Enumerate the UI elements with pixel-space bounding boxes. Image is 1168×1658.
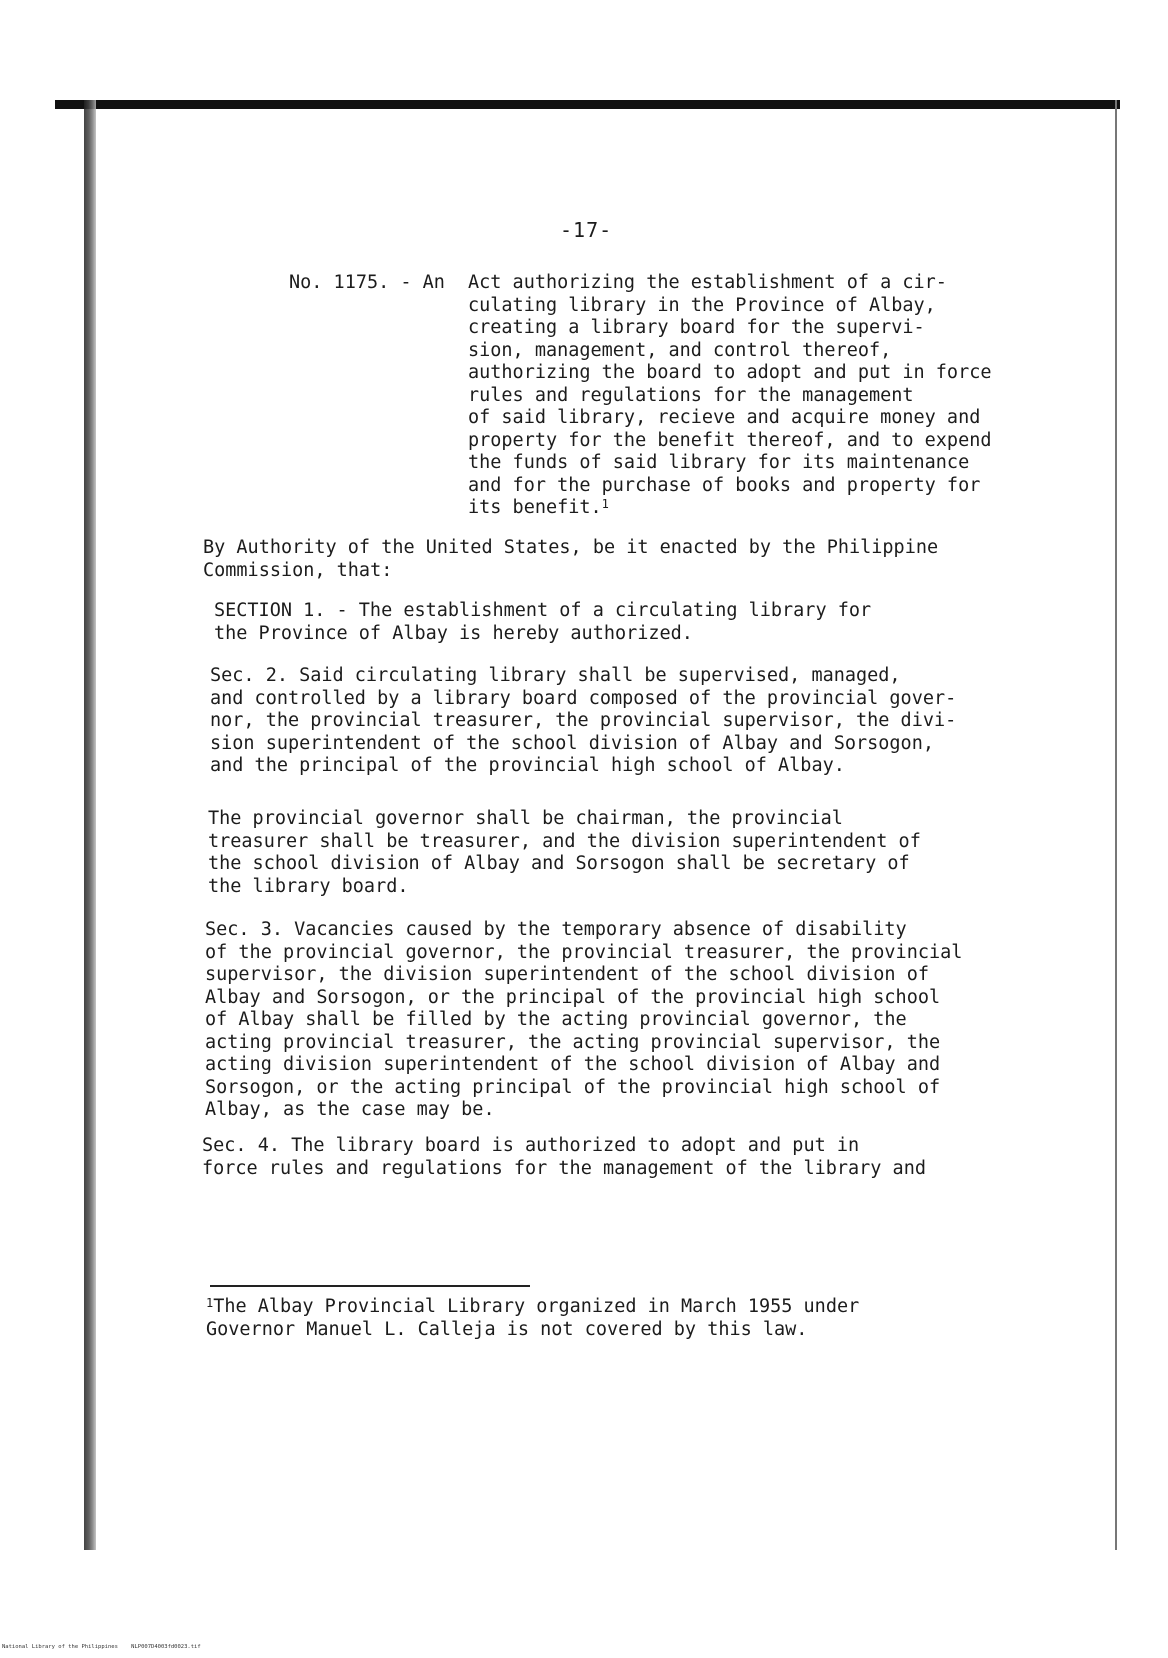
- act-footnote-marker: 1: [601, 497, 609, 511]
- scan-caption: National Library of the Philippines NLP007D4003fd0023.tif: [2, 1644, 201, 1650]
- act-number: No. 1175. - An: [289, 272, 445, 293]
- section-1: SECTION 1. - The establishment of a circulating library for the Province of Albay is hereby authorized.: [214, 600, 872, 644]
- section-3: Sec. 3. Vacancies caused by the temporary absence of disability of the provincial governor, the provincial treasurer, the provincial supervisor, the division superintendent of the school division of Albay and Sorsogon, or the principal of the provincial high school of Albay shall be filled by the acting provincial governor, the acting provincial treasurer, the acting provincial supervisor, the acting division superintendent of the school division of Albay and Sorsogon, or the acting principal of the provincial high school of Albay, as the case may be.: [205, 919, 963, 1120]
- footnote-text: The Albay Provincial Library organized in March 1955 under Governor Manuel L. Calleja is not covered by this law.: [206, 1296, 860, 1340]
- act-description: [468, 272, 1008, 520]
- section-4: Sec. 4. The library board is authorized to adopt and put in force rules and regulations for the management of the library and: [202, 1135, 926, 1179]
- act-description-text: Act authorizing the establishment of a cir- culating library in the Province of Albay, creating a library board for the supervi- sion, management, and control thereof, authorizing the board to adopt and put in force rules and regulations for the management of said library, recieve and acquire money and property for the benefit thereof, and to expend the funds of said library for its maintenance and for the purchase of books and property for its benefit.: [468, 272, 992, 518]
- page-right-border: [1115, 100, 1117, 1550]
- page-number: -17-: [560, 218, 613, 242]
- section-2: Sec. 2. Said circulating library shall be supervised, managed, and controlled by a library board composed of the provincial gover- nor, the provincial treasurer, the provincial supervisor, the divi- sion superintendent of the school division of Albay and Sorsogon, and the principal of the provincial high school of Albay.: [210, 665, 957, 776]
- footnote-marker: 1: [206, 1296, 214, 1310]
- section-2-paragraph-2: The provincial governor shall be chairman, the provincial treasurer shall be treasurer, and the division superintendent of the school division of Albay and Sorsogon shall be secretary of the library board.: [208, 808, 921, 897]
- enacting-clause: By Authority of the United States, be it enacted by the Philippine Commission, that:: [203, 537, 939, 581]
- footnote-divider: [210, 1285, 530, 1287]
- footnote: [206, 1296, 1036, 1341]
- page-top-border: [55, 100, 1120, 109]
- page-left-border: [84, 100, 96, 1550]
